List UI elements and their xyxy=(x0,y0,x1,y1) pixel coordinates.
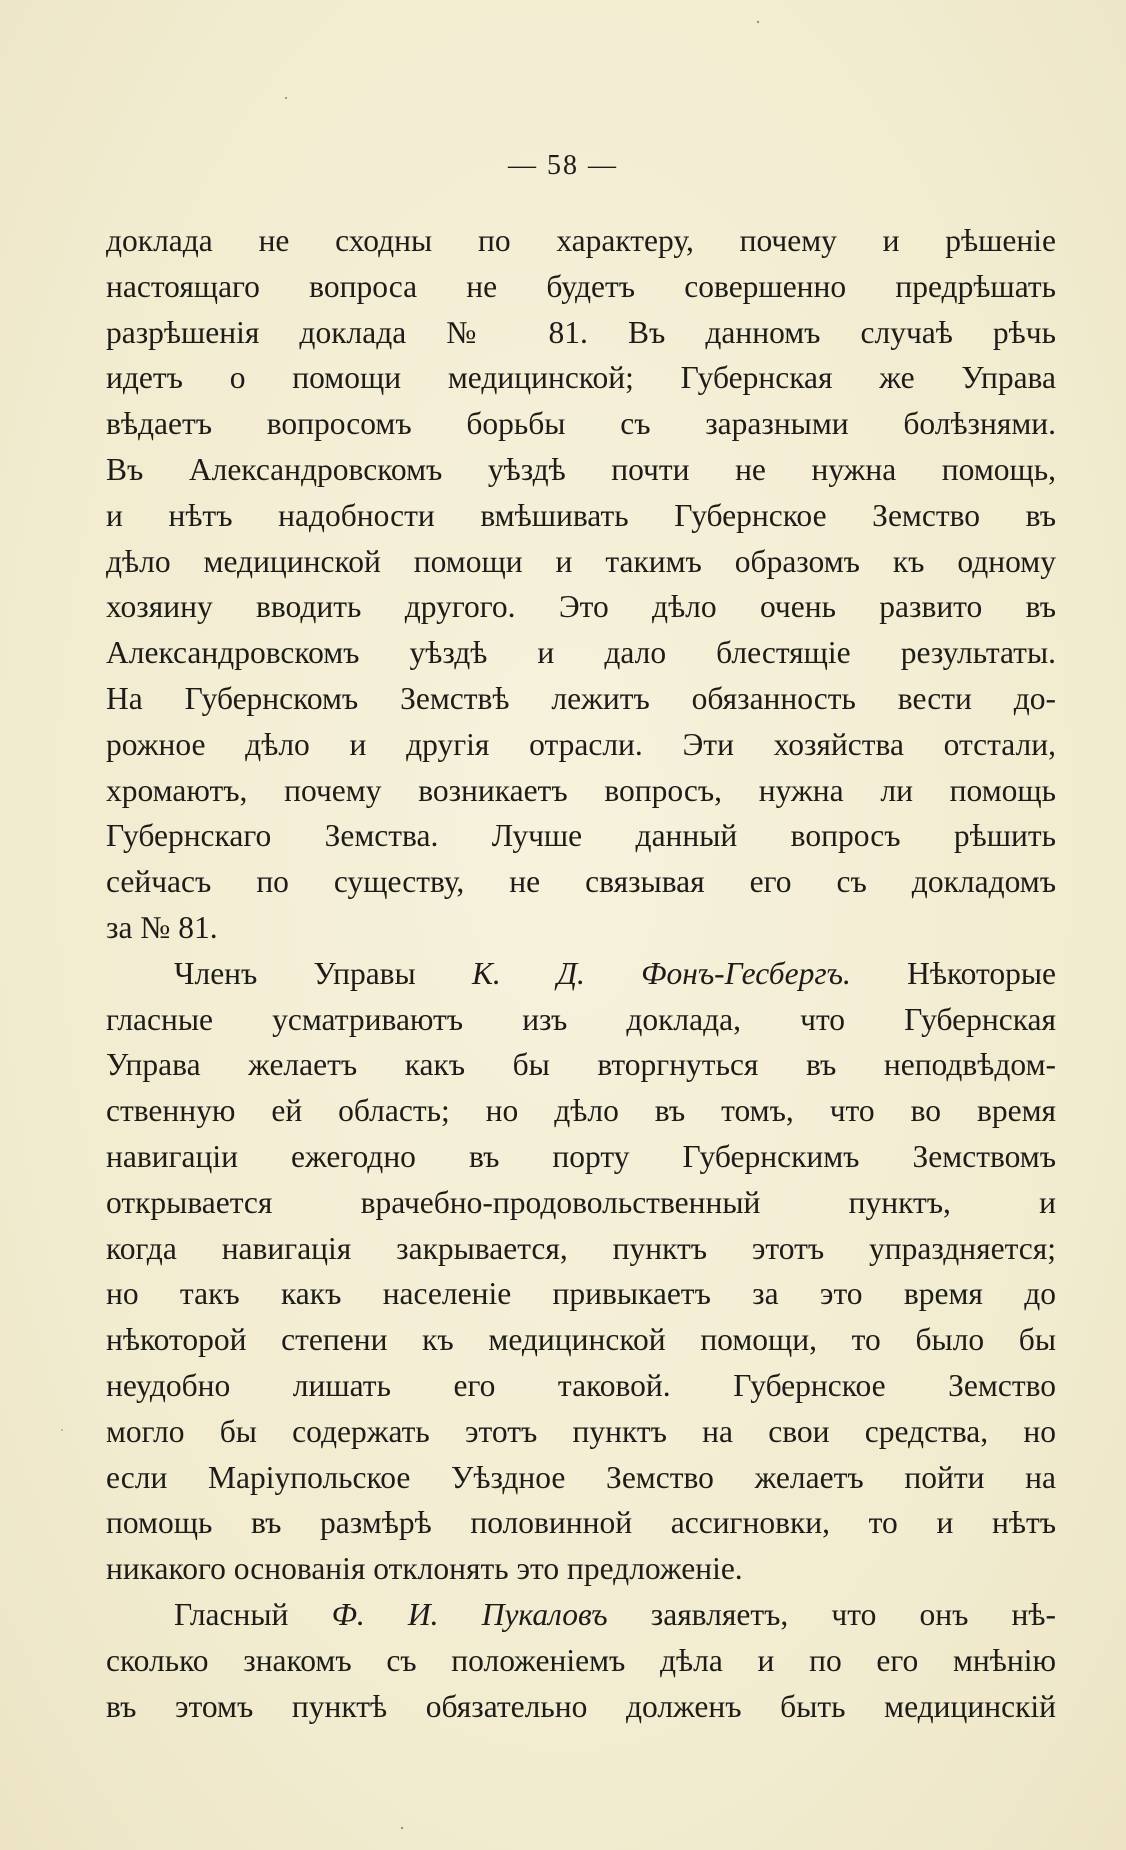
speaker-title: Гласный xyxy=(174,1596,289,1632)
text-line: помощь въ размѣрѣ половинной ассигновки, то и нѣтъ xyxy=(106,1505,1056,1541)
speaker-title: Членъ Управы xyxy=(174,955,416,991)
text-line: ственную ей область; но дѣло въ томъ, что во время xyxy=(106,1093,1056,1129)
text-line: Управа желаетъ какъ бы вторгнуться въ неподвѣдом- xyxy=(106,1047,1056,1083)
text-line: никакого основанія отклонять это предложеніе. xyxy=(106,1551,743,1587)
body-text xyxy=(106,218,1056,1729)
paragraph-lead-line xyxy=(106,1592,1056,1638)
text-line: за № 81. xyxy=(106,909,218,945)
text-line: сейчасъ по существу, не связывая его съ докладомъ xyxy=(106,864,1056,900)
text-line: настоящаго вопроса не будетъ совершенно предрѣшать xyxy=(106,268,1056,304)
text-line: вѣдаетъ вопросомъ борьбы съ заразными болѣзнями. xyxy=(106,406,1056,442)
text-line: идетъ о помощи медицинской; Губернская же Управа xyxy=(106,360,1056,396)
paragraph-councillor xyxy=(106,1592,1056,1729)
text-line: доклада не сходны по характеру, почему и рѣшеніе xyxy=(106,223,1056,258)
paper-speck xyxy=(757,21,759,23)
paragraph-continuation xyxy=(106,218,1056,951)
text-line: въ этомъ пунктѣ обязательно долженъ быть медицинскій xyxy=(106,1688,1056,1724)
text-line: неудобно лишать его таковой. Губернское Земство xyxy=(106,1367,1056,1403)
text-line: хромаютъ, почему возникаетъ вопросъ, нужна ли помощь xyxy=(106,772,1056,808)
text-line: хозяину вводить другого. Это дѣло очень развито въ xyxy=(106,589,1056,625)
text-line: Въ Александровскомъ уѣздѣ почти не нужна помощь, xyxy=(106,451,1056,487)
text-line: сколько знакомъ съ положеніемъ дѣла и по его мнѣнію xyxy=(106,1642,1056,1678)
text-line: Александровскомъ уѣздѣ и дало блестящіе результаты. xyxy=(106,635,1056,671)
paper-speck xyxy=(61,1429,63,1431)
text-line: если Маріупольское Уѣздное Земство желаетъ пойти на xyxy=(106,1459,1056,1495)
paragraph-board-member xyxy=(106,951,1056,1592)
text-line: дѣло медицинской помощи и такимъ образомъ къ одному xyxy=(106,543,1056,579)
lead-text: заявляетъ, что онъ нѣ- xyxy=(650,1596,1056,1632)
text-line: когда навигація закрывается, пунктъ этотъ упраздняется; xyxy=(106,1230,1056,1266)
paper-speck xyxy=(401,1827,403,1829)
text-line: гласные усматриваютъ изъ доклада, что Губернская xyxy=(106,1001,1056,1037)
text-line: На Губернскомъ Земствѣ лежитъ обязанность вести до- xyxy=(106,680,1056,716)
paper-speck xyxy=(285,97,287,99)
text-line: Губернскаго Земства. Лучше данный вопросъ рѣшить xyxy=(106,818,1056,854)
text-line: навигаціи ежегодно въ порту Губернскимъ Земствомъ xyxy=(106,1138,1056,1174)
lead-text: Нѣкоторые xyxy=(907,955,1056,991)
page-number: — 58 — xyxy=(508,150,618,181)
text-line: разрѣшенія доклада № 81. Въ данномъ случаѣ рѣчь xyxy=(106,314,1056,350)
text-line: могло бы содержать этотъ пунктъ на свои средства, но xyxy=(106,1413,1056,1449)
text-line: открывается врачебно-продовольственный пунктъ, и xyxy=(106,1184,1056,1220)
text-line: но такъ какъ населеніе привыкаетъ за это время до xyxy=(106,1276,1056,1312)
speaker-name: К. Д. Фонъ-Гесбергъ. xyxy=(471,955,851,991)
text-line: и нѣтъ надобности вмѣшивать Губернское Земство въ xyxy=(106,497,1056,533)
paragraph-lead-line xyxy=(106,951,1056,997)
text-line: нѣкоторой степени къ медицинской помощи, то было бы xyxy=(106,1322,1056,1358)
speaker-name: Ф. И. Пукаловъ xyxy=(331,1596,608,1632)
text-line: рожное дѣло и другія отрасли. Эти хозяйства отстали, xyxy=(106,726,1056,762)
